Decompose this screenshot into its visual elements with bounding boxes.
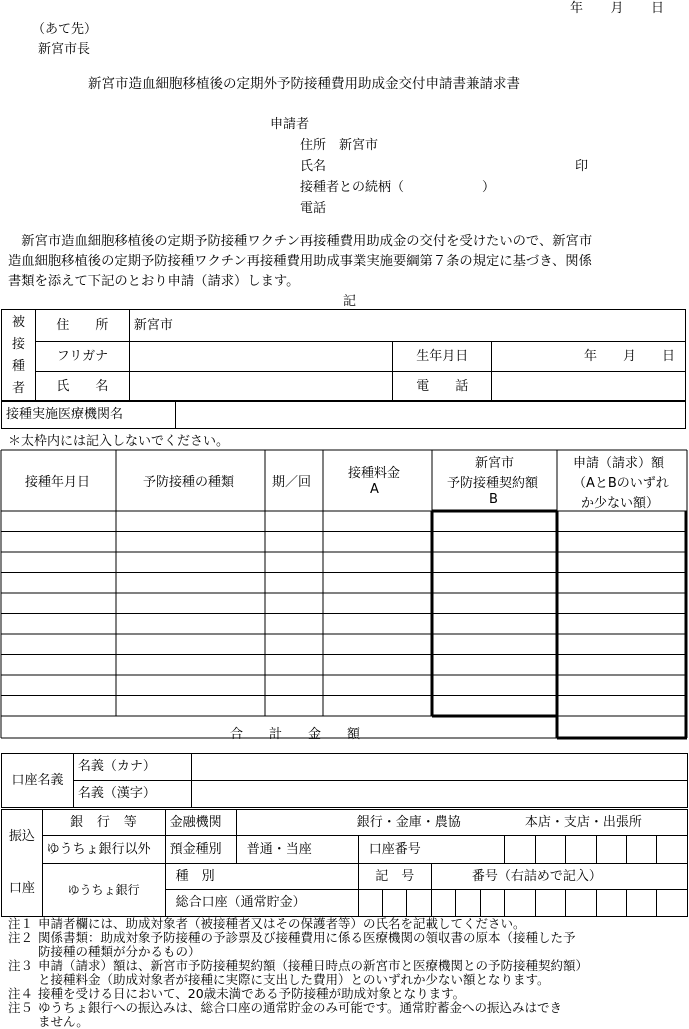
note-3: 注３ 申請（請求）額は、新宮市予防接種契約額（接種日時点の新宮市と医療機関との予防接種契約額） と接種料金（助成対象者が接種に実際に支出した費用）とのいずれか少ない額となります。 bbox=[8, 958, 589, 987]
header-claim: （AとBのいずれ bbox=[573, 476, 669, 491]
number-digit[interactable] bbox=[657, 890, 688, 917]
symbol-digit[interactable] bbox=[358, 890, 382, 917]
applicant-name: 氏名 bbox=[300, 159, 327, 174]
number-label: 番号（右詰めで記入） bbox=[431, 864, 687, 890]
kana-field[interactable] bbox=[191, 754, 687, 781]
clinic-label: 接種実施医療機関名 bbox=[2, 401, 176, 429]
transfer-table bbox=[1, 809, 688, 917]
birth-label: 生年月日 bbox=[393, 342, 492, 372]
symbol-digit[interactable] bbox=[431, 890, 455, 917]
institution-field[interactable] bbox=[236, 810, 687, 836]
header-claim: か少ない額） bbox=[581, 496, 660, 511]
birth-field[interactable]: 年 月 日 bbox=[492, 342, 686, 372]
seal-mark: 印 bbox=[575, 159, 589, 174]
symbol-label: 記 号 bbox=[358, 864, 431, 890]
type-label: 種 別 bbox=[165, 864, 358, 890]
header-type: 予防接種の種類 bbox=[143, 475, 235, 490]
ki-label: 記 bbox=[343, 294, 357, 309]
body-text-line: 新宮市造血細胞移植後の定期予防接種ワクチン再接種費用助成金の交付を受けたいので、新宮市 bbox=[8, 234, 593, 249]
note-1: 注１ 申請者欄には、助成対象者（被接種者又はその保護者等）の氏名を記載してください。 bbox=[8, 916, 526, 931]
kana-label: 名義（カナ） bbox=[73, 754, 191, 781]
address-field[interactable]: 新宮市 bbox=[129, 310, 685, 342]
note-5: 注５ ゆうちょ銀行への振込みは、総合口座の通常貯金のみ可能です。通常貯蓄金への振込みはでき ません。 bbox=[8, 1000, 563, 1029]
header-fee-a: A bbox=[370, 482, 379, 497]
note-2: 注２ 関係書類：助成対象予防接種の予診票及び接種費用に係る医療機関の領収書の原本（接種した予 防接種の種類が分かるもの） bbox=[8, 930, 576, 959]
transfer-account-label: 振込 口座 bbox=[2, 810, 43, 917]
account-digit[interactable] bbox=[566, 836, 596, 864]
number-digit[interactable] bbox=[535, 890, 565, 917]
institution-label: 金融機関 bbox=[165, 810, 236, 836]
bank-types: 銀行・金庫・農協 bbox=[356, 814, 461, 830]
note-4: 注４ 接種を受ける日において、20歳未満である予防接種が助成対象となります。 bbox=[8, 986, 466, 1001]
symbol-digit[interactable] bbox=[383, 890, 407, 917]
furigana-label: フリガナ bbox=[35, 342, 129, 372]
number-digit[interactable] bbox=[566, 890, 596, 917]
account-name-table bbox=[1, 753, 688, 808]
applicant-relation: 接種者との続柄（ ） bbox=[300, 180, 496, 195]
notice-text: ＊太枠内には記入しないでください。 bbox=[8, 434, 230, 449]
header-claim: 申請（請求）額 bbox=[573, 456, 665, 471]
header-date: 接種年月日 bbox=[25, 475, 91, 490]
applicant-phone: 電話 bbox=[300, 201, 327, 216]
account-no-label: 口座番号 bbox=[358, 836, 504, 864]
applicant-address: 住所 新宮市 bbox=[300, 138, 379, 153]
phone-label: 電 話 bbox=[393, 372, 492, 402]
non-yucho-label: ゆうちょ銀行以外 bbox=[42, 836, 165, 864]
name-label: 氏 名 bbox=[35, 372, 129, 402]
account-digit[interactable] bbox=[535, 836, 565, 864]
branch-types: 本店・支店・出張所 bbox=[524, 814, 642, 830]
number-digit[interactable] bbox=[596, 890, 626, 917]
header-period: 期／回 bbox=[272, 475, 312, 490]
account-digit[interactable] bbox=[505, 836, 535, 864]
addressee-label: （あて先） bbox=[32, 22, 98, 37]
account-name-label: 口座名義 bbox=[2, 754, 74, 808]
general-account: 総合口座（通常貯金） bbox=[165, 890, 358, 917]
account-digit[interactable] bbox=[596, 836, 626, 864]
number-digit[interactable] bbox=[480, 890, 504, 917]
number-digit[interactable] bbox=[456, 890, 480, 917]
address-label: 住 所 bbox=[35, 310, 129, 342]
addressee: 新宮市長 bbox=[38, 42, 91, 57]
recipient-side-label: 被 接 種 者 bbox=[2, 310, 36, 402]
number-digit[interactable] bbox=[626, 890, 656, 917]
total-label: 合 計 金 額 bbox=[230, 727, 361, 742]
header-contract-b: B bbox=[489, 492, 498, 507]
date-line: 年 月 日 bbox=[570, 1, 665, 16]
kanji-field[interactable] bbox=[191, 781, 687, 808]
account-digit[interactable] bbox=[657, 836, 688, 864]
deposit-types[interactable]: 普通・当座 bbox=[236, 836, 358, 864]
number-digit[interactable] bbox=[505, 890, 535, 917]
account-digit[interactable] bbox=[626, 836, 656, 864]
document-title: 新宮市造血細胞移植後の定期外予防接種費用助成金交付申請書兼請求書 bbox=[88, 76, 520, 92]
applicant-label: 申請者 bbox=[270, 117, 310, 132]
deposit-type-label: 預金種別 bbox=[165, 836, 236, 864]
header-contract: 予防接種契約額 bbox=[447, 476, 539, 491]
kanji-label: 名義（漢字） bbox=[73, 781, 191, 808]
body-text-line: 書類を添えて下記のとおり申請（請求）します。 bbox=[8, 274, 300, 289]
body-text-line: 造血細胞移植後の定期予防接種ワクチン再接種費用助成事業実施要綱第７条の規定に基づき、関係 bbox=[8, 254, 592, 269]
bank-label: 銀 行 等 bbox=[42, 810, 165, 836]
header-fee: 接種料金 bbox=[348, 466, 401, 481]
header-contract: 新宮市 bbox=[475, 456, 515, 471]
symbol-digit[interactable] bbox=[407, 890, 431, 917]
yucho-label: ゆうちょ銀行 bbox=[42, 864, 165, 917]
